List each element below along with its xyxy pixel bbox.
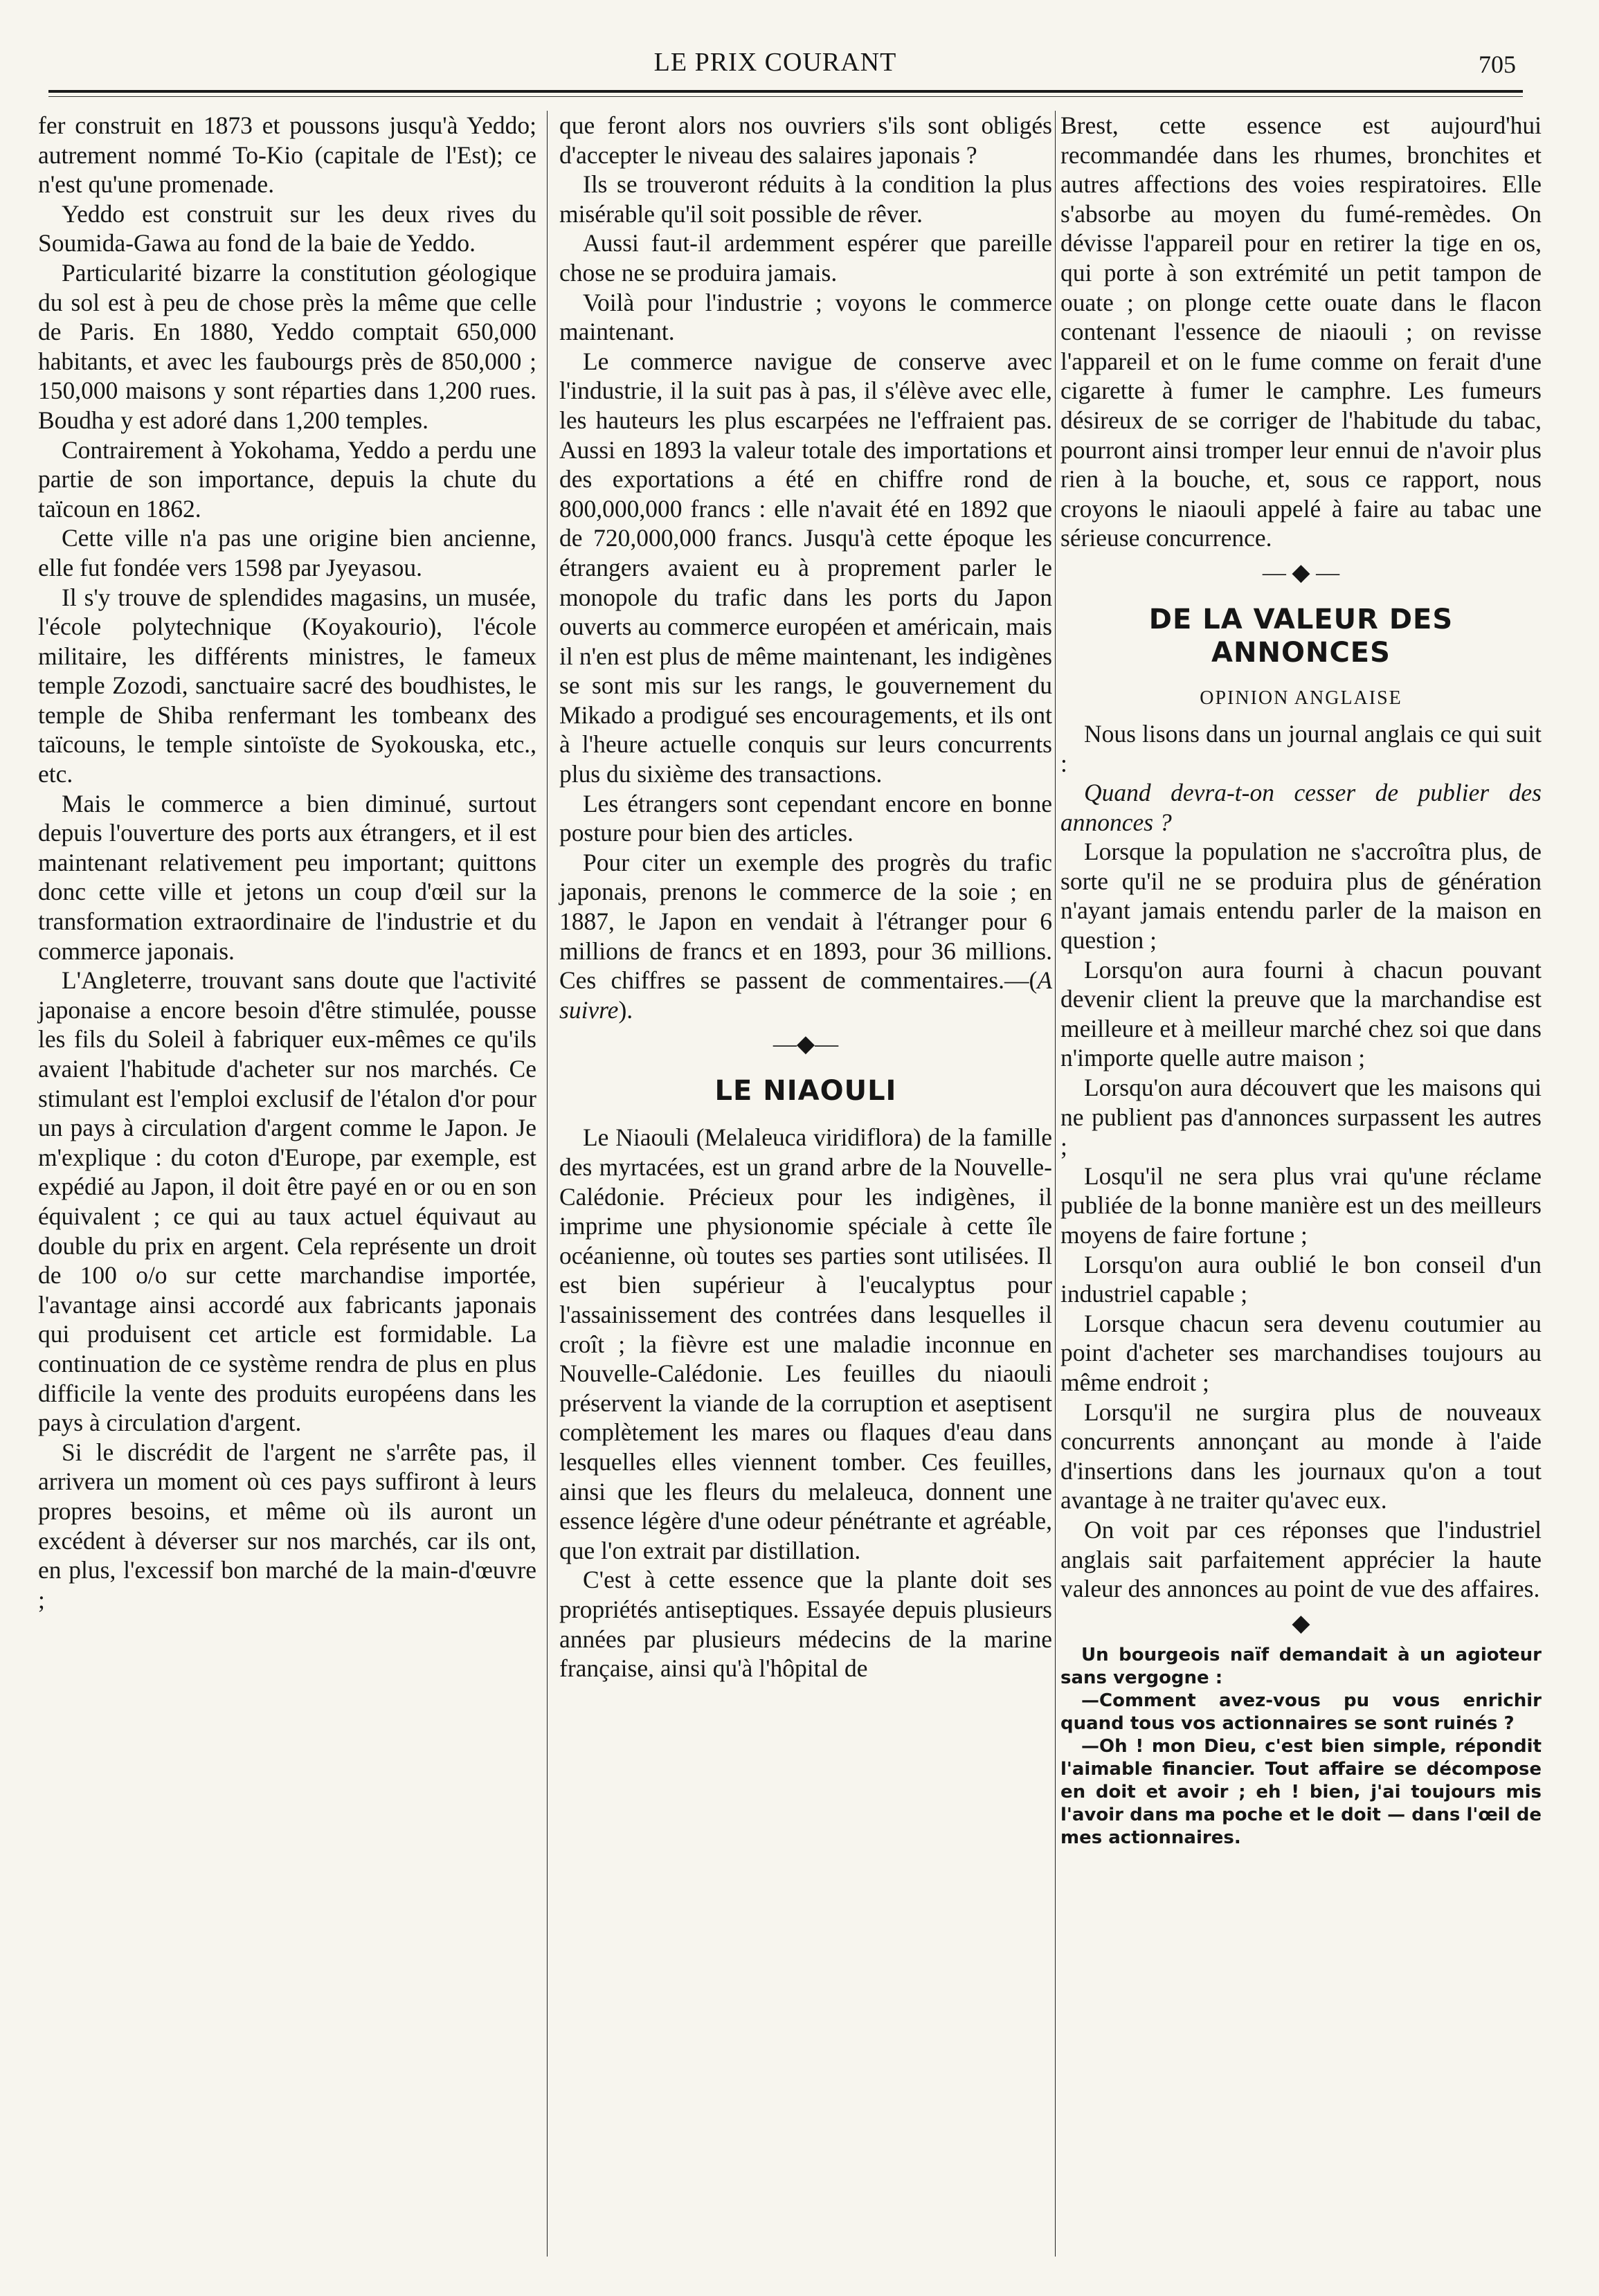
answer: Lorsque chacun sera devenu coutumier au point d'acheter ses marchandises toujours au même endroit ; [1060,1309,1542,1396]
column-1 [38,111,536,1614]
paragraph: Yeddo est construit sur les deux rives du Soumida-Gawa au fond de la baie de Yeddo. [38,199,536,257]
answer: Lorsque la population ne s'accroîtra plus, de sorte qu'il ne se produira plus de génération n'ayant jamais entendu parler de la maison en question ; [1060,838,1542,955]
to-be-continued: A suivre [559,966,1052,1024]
section-title-niaouli: LE NIAOULI [714,1075,897,1108]
paragraph: que feront alors nos ouvriers s'ils sont obligés d'accepter le niveau des salaires japonais ? [559,111,1052,169]
paragraph: Le commerce navigue de conserve avec l'industrie, il la suit pas à pas, il s'élève avec elle, les hauteurs les plus escarpées ne l'effraient pas. Aussi en 1893 la valeur totale des importations et des exportations a été en chiffre rond de 800,000,000 francs : elle n'avait été en 1892 que de 720,000,000 francs. Jusqu'à cette époque les étrangers avaient eu à proprement parler le monopole du trafic dans les ports du Japon ouverts au commerce européen et américain, mais il n'en est plus de même maintenant, les indigènes se sont mis sur les rangs, le gouvernement du Mikado a prodigué ses encouragements, et ils ont à l'heure actuelle conquis sur leurs concurrents plus du sixième des transactions. [559,347,1052,788]
section-title-annonces: DE LA VALEUR DES ANNONCES [1148,603,1454,669]
paragraph: Le Niaouli (Melaleuca viridiflora) de la famille des myrtacées, est un grand arbre de la Nouvelle-Calédonie. Précieux pour les indigènes, il imprime une physionomie spéciale à cette île océanienne, où toutes ses parties sont utilisées. Il est bien supérieur à l'eucalyptus pour l'assainissement des contrées dans lesquelles il croît ; la fièvre est une maladie inconnue en Nouvelle-Calédonie. Les feuilles du niaouli préservent la viande de la corruption et aseptisent complètement les mares ou flaques d'eau dans lesquelles elles viennent tomber. Ces feuilles, ainsi que les fleurs du melaleuca, donnent une essence légère d'une odeur pénétrante et agréable, que l'on extrait par distillation. [559,1123,1052,1564]
paragraph-with-citation [559,848,1052,1025]
paragraph: Les étrangers sont cependant encore en bonne posture pour bien des articles. [559,789,1052,847]
anecdote-line: —Comment avez-vous pu vous enrichir quand tous vos actionnaires se sont ruinés ? [1060,1690,1542,1734]
paragraph: Si le discrédit de l'argent ne s'arrête pas, il arrivera un moment où ces pays suffiront à leurs propres besoins, et même où ils auront un excédent à déverser sur nos marchés, car ils ont, en plus, l'excessif bon marché de la main-d'œuvre ; [38,1438,536,1613]
section-divider: — ◆ — [1262,559,1340,586]
running-title: LE PRIX COURANT [653,48,897,77]
page-header [35,43,1516,84]
paragraph-end: ). [618,995,633,1024]
paragraph: Brest, cette essence est aujourd'hui recommandée dans les rhumes, bronchites et autres affections des voies respiratoires. Elle s'absorbe au moyen du fumé-remèdes. On dévisse l'appareil pour en retirer la tige en os, qui porte à son extrémité un petit tampon de ouate ; on plonge cette ouate dans le flacon contenant l'essence de niaouli ; on revisse l'appareil et on le fume comme on ferait d'une cigarette à fumer le camphre. Les fumeurs désireux de se corriger de l'habitude du tabac, pourront ainsi tromper leur ennui de n'avoir plus rien à la bouche, et, sous ce rapport, nous croyons le niaouli appelé à faire au tabac une sérieuse concurrence. [1060,111,1542,552]
paragraph: Mais le commerce a bien diminué, surtout depuis l'ouverture des ports aux étrangers, et il est maintenant relativement peu important; quittons donc cette ville et jetons un coup d'œil sur la transformation extraordinaire de l'industrie et du commerce japonais. [38,789,536,965]
paragraph: L'Angleterre, trouvant sans doute que l'activité japonaise a encore besoin d'être stimulée, pousse les fils du Soleil à fabriquer eux-mêmes ce qu'ils avaient l'habitude d'acheter sur nos marchés. Ce stimulant est l'emploi exclusif de l'étalon d'or pour un pays à circulation d'argent comme le Japon. Je m'explique : du coton d'Europe, par exemple, est expédié au Japon, il doit être payé en or ou en son équivalent ; ce qui au taux actuel équivaut au double du prix en argent. Cela représente un droit de 100 o/o sur cette marchandise importée, l'avantage ainsi accordé aux fabricants japonais qui produisent cet article est formidable. La continuation de ce système rendra de plus en plus difficile la vente des produits européens dans les pays à circulation d'argent. [38,966,536,1437]
paragraph: fer construit en 1873 et poussons jusqu'à Yeddo; autrement nommé To-Kio (capitale de l'Est); ce n'est qu'une promenade. [38,111,536,199]
paragraph: Cette ville n'a pas une origine bien ancienne, elle fut fondée vers 1598 par Jyeyasou. [38,524,536,581]
section-subtitle: OPINION ANGLAISE [1200,687,1402,709]
paragraph: C'est à cette essence que la plante doit ses propriétés antiseptiques. Essayée depuis plusieurs années par plusieurs médecins de la marine française, ainsi qu'à l'hôpital de [559,1566,1052,1683]
answer: Lorsqu'il ne surgira plus de nouveaux concurrents annonçant au monde à l'aide d'insertions dans les journaux qu'on a tout avantage à ne traiter qu'avec eux. [1060,1398,1542,1515]
paragraph-text: Pour citer un exemple des progrès du trafic japonais, prenons le commerce de la soie ; en 1887, le Japon en vendait à l'étranger pour 6 millions de francs et en 1893, pour 36 millions. Ces chiffres se passent de commentaires.—( [559,848,1052,995]
anecdote-line: —Oh ! mon Dieu, c'est bien simple, répondit l'aimable financier. Tout affaire se décompose en doit et avoir ; eh ! bien, j'ai toujours mis l'avoir dans ma poche et le doit — dans l'œil de mes actionnaires. [1060,1735,1542,1848]
paragraph: Il s'y trouve de splendides magasins, un musée, l'école polytechnique (Koyakourio), l'école militaire, les différents ministres, le fameux temple Zozodi, sanctuaire sacré des boudhistes, le temple de Shiba renfermant les tombeanx des taïcouns, le temple sintoïste de Syokouska, etc., etc. [38,583,536,788]
question: Quand devra-t-on cesser de publier des annonces ? [1060,779,1542,836]
paragraph: Contrairement à Yokohama, Yeddo a perdu une partie de son importance, depuis la chute du taïcoun en 1862. [38,435,536,523]
anecdote [1060,1644,1542,1850]
page-number: 705 [1479,51,1516,78]
section-divider: —◆— [773,1031,839,1058]
paragraph: On voit par ces réponses que l'industriel anglais sait parfaitement apprécier la haute valeur des annonces au point de vue des affaires. [1060,1515,1542,1603]
header-rule-thin [48,96,1523,97]
column-3 [1060,111,1542,1850]
answer: Lorsqu'on aura oublié le bon conseil d'un industriel capable ; [1060,1250,1542,1308]
paragraph: Voilà pour l'industrie ; voyons le commerce maintenant. [559,288,1052,346]
paragraph: Ils se trouveront réduits à la condition la plus misérable qu'il soit possible de rêver. [559,170,1052,228]
paragraph: Particularité bizarre la constitution géologique du sol est à peu de chose près la même que celle de Paris. En 1880, Yeddo comptait 650,000 habitants, et avec les faubourgs près de 850,000 ; 150,000 maisons y sont réparties dans 1,200 rues. Boudha y est adoré dans 1,200 temples. [38,258,536,434]
answer: Lorsqu'on aura découvert que les maisons qui ne publient pas d'annonces surpassent les autres ; [1060,1074,1542,1161]
answer: Lorsqu'on aura fourni à chacun pouvant devenir client la preuve que la marchandise est meilleure et à meilleur marché chez soi que dans n'importe quelle autre maison ; [1060,955,1542,1072]
column-2 [559,111,1052,1683]
header-rule [48,90,1523,93]
paragraph: Aussi faut-il ardemment espérer que pareille chose ne se produira jamais. [559,229,1052,287]
column-separator [1055,111,1056,2257]
section-divider: ◆ [1292,1610,1310,1636]
column-separator [547,111,548,2257]
anecdote-line: Un bourgeois naïf demandait à un agioteur sans vergogne : [1060,1644,1542,1688]
paragraph: Nous lisons dans un journal anglais ce qui suit : [1060,719,1542,777]
answer: Losqu'il ne sera plus vrai qu'une réclame publiée de la bonne manière est un des meilleurs moyens de faire fortune ; [1060,1161,1542,1249]
